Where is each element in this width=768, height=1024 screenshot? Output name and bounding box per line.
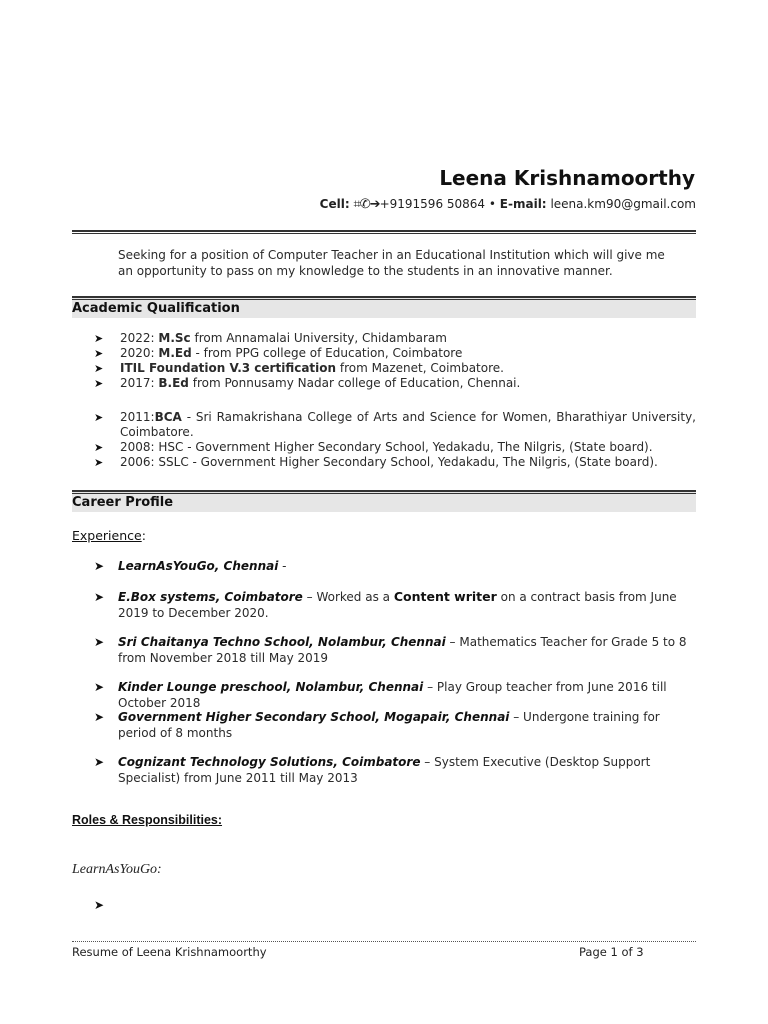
footer-document-title: Resume of Leena Krishnamoorthy [72, 945, 267, 959]
career-section-heading [72, 490, 696, 512]
arrowhead-bullet-icon: ➤ [94, 411, 104, 424]
email-label: E-mail: [499, 197, 547, 211]
academic-list-primary [94, 331, 696, 391]
arrowhead-bullet-icon: ➤ [94, 710, 105, 724]
cell-label: Cell: [319, 197, 350, 211]
arrowhead-bullet-icon: ➤ [94, 635, 105, 649]
experience-item: ➤ Government Higher Secondary School, Mogapair, Chennai – Undergone training for period of 8 months [94, 710, 660, 740]
list-item: ➤ 2011:BCA - Sri Ramakrishana College of Arts and Science for Women, Bharathiyar University, Coimbatore. [94, 410, 696, 439]
academic-section-heading [72, 296, 696, 318]
experience-item: ➤ E.Box systems, Coimbatore – Worked as a Content writer on a contract basis from June 2019 to December 2020. [94, 589, 677, 620]
academic-section-title: Academic Qualification [72, 301, 240, 316]
footer-divider [72, 941, 696, 942]
phone-symbols-icon: ⌗✆➔ [353, 197, 380, 212]
arrowhead-bullet-icon: ➤ [94, 590, 105, 604]
contact-line [320, 197, 696, 212]
arrowhead-bullet-icon: ➤ [94, 755, 105, 769]
experience-item: ➤ Sri Chaitanya Techno School, Nolambur, Chennai – Mathematics Teacher for Grade 5 to 8 from November 2018 till May 2019 [94, 635, 687, 665]
arrowhead-bullet-icon: ➤ [94, 559, 105, 573]
email-address[interactable]: leena.km90@gmail.com [550, 197, 696, 211]
list-item: ➤ 2006: SSLC - Government Higher Secondary School, Yedakadu, The Nilgris, (State board). [94, 455, 658, 469]
experience-item: ➤ Cognizant Technology Solutions, Coimbatore – System Executive (Desktop Support Specialist) from June 2011 till May 2013 [94, 755, 651, 785]
experience-item: ➤ LearnAsYouGo, Chennai - [94, 559, 287, 573]
candidate-name: Leena Krishnamoorthy [439, 166, 695, 190]
arrowhead-bullet-icon: ➤ [94, 332, 104, 345]
experience-label: Experience: [72, 528, 146, 543]
arrowhead-bullet-icon: ➤ [94, 898, 105, 912]
header-divider [72, 230, 696, 234]
roles-heading: Roles & Responsibilities: [72, 813, 223, 827]
arrowhead-bullet-icon: ➤ [94, 441, 104, 454]
cell-number: +9191596 50864 [379, 197, 486, 211]
arrowhead-bullet-icon: ➤ [94, 680, 105, 694]
list-item: ➤ 2022: M.Sc from Annamalai University, Chidambaram [94, 331, 447, 345]
list-item: ➤ 2008: HSC - Government Higher Secondary School, Yedakadu, The Nilgris, (State board). [94, 440, 653, 454]
experience-item: ➤ Kinder Lounge preschool, Nolambur, Chennai – Play Group teacher from June 2016 till October 2018 [94, 680, 667, 710]
learnasyougo-subheading: LearnAsYouGo: [72, 862, 162, 877]
arrowhead-bullet-icon: ➤ [94, 347, 104, 360]
footer-page-number: Page 1 of 3 [579, 945, 644, 959]
career-section-title: Career Profile [72, 495, 174, 510]
list-item: ➤ ITIL Foundation V.3 certification from Mazenet, Coimbatore. [94, 361, 504, 375]
list-item: ➤ 2017: B.Ed from Ponnusamy Nadar college of Education, Chennai. [94, 376, 521, 390]
objective-text: Seeking for a position of Computer Teacher in an Educational Institution which will give me an opportunity to pass on my knowledge to the students in an innovative manner. [118, 248, 665, 278]
arrowhead-bullet-icon: ➤ [94, 377, 104, 390]
arrowhead-bullet-icon: ➤ [94, 456, 104, 469]
arrowhead-bullet-icon: ➤ [94, 362, 104, 375]
academic-list-secondary [94, 410, 696, 470]
contact-separator: • [485, 197, 500, 211]
list-item: ➤ 2020: M.Ed - from PPG college of Education, Coimbatore [94, 346, 463, 360]
